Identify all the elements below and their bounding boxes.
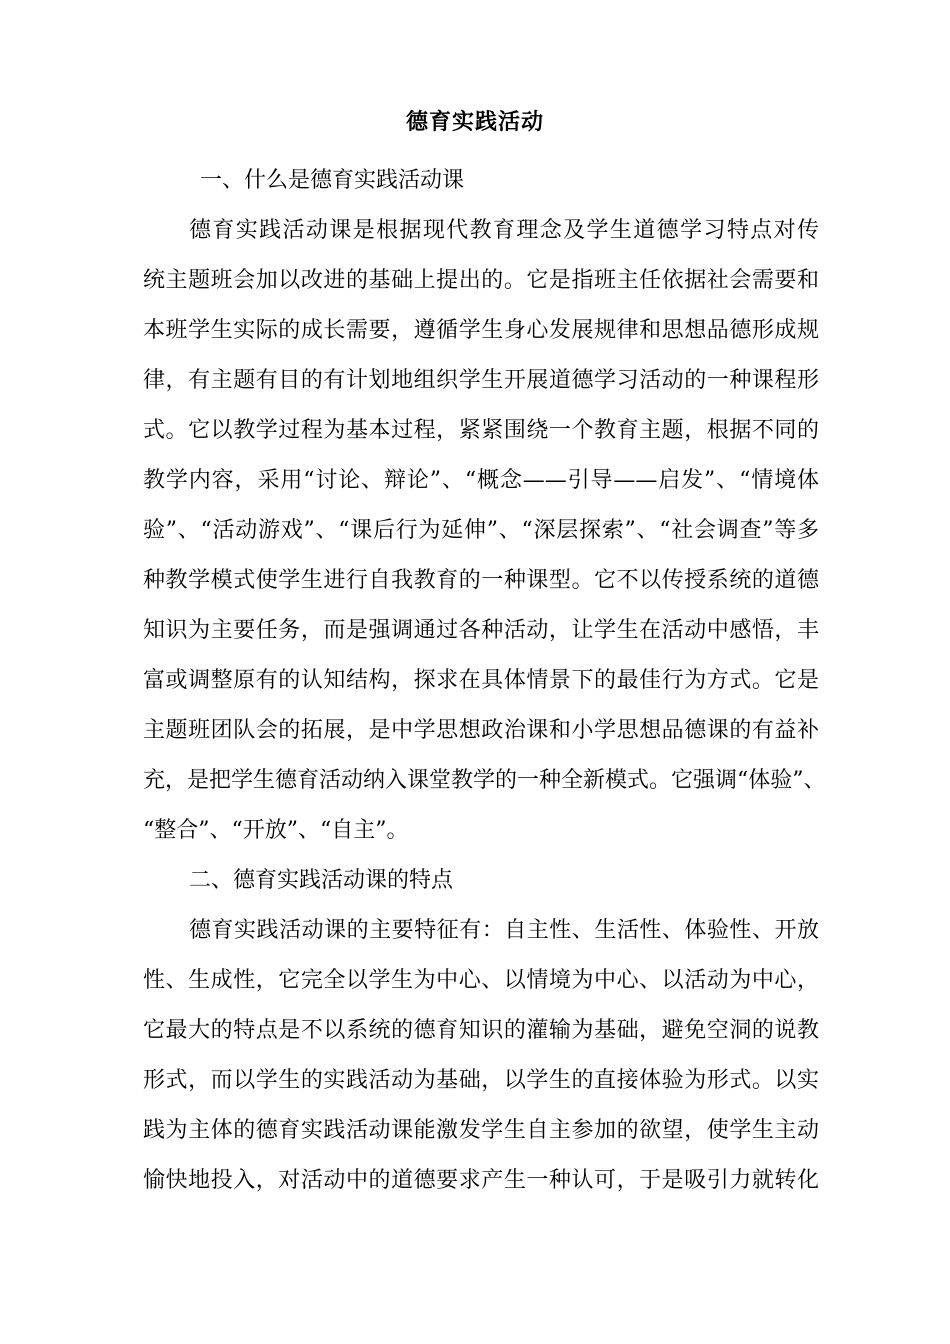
paragraph-line: 统主题班会加以改进的基础上提出的。它是指班主任依据社会需要和 <box>143 268 819 293</box>
document-body <box>143 156 826 1206</box>
paragraph-line: 形式，而以学生的实践活动为基础，以学生的直接体验为形式。以实 <box>143 1068 819 1093</box>
document-title: 德育实践活动 <box>405 109 544 135</box>
paragraph-line: 验”、“活动游戏”、“课后行为延伸”、“深层探索”、“社会调查”等多 <box>143 518 819 543</box>
paragraph-line: 性、生成性，它完全以学生为中心、以情境为中心、以活动为中心， <box>143 968 819 993</box>
paragraph-line: 教学内容，采用“讨论、辩论”、“概念——引导——启发”、“情境体 <box>143 468 819 493</box>
paragraph-line: 践为主体的德育实践活动课能激发学生自主参加的欲望，使学生主动 <box>143 1118 819 1143</box>
paragraph-line: 愉快地投入，对活动中的道德要求产生一种认可，于是吸引力就转化 <box>143 1168 819 1193</box>
paragraph-line: 德育实践活动课是根据现代教育理念及学生道德学习特点对传 <box>189 218 819 243</box>
paragraph-line: 富或调整原有的认知结构，探求在具体情景下的最佳行为方式。它是 <box>143 668 819 693</box>
section-heading-2: 二、德育实践活动课的特点 <box>189 868 454 893</box>
paragraph-line: 律，有主题有目的有计划地组织学生开展道德学习活动的一种课程形 <box>143 368 819 393</box>
paragraph-line: 充，是把学生德育活动纳入课堂教学的一种全新模式。它强调“体验”、 <box>143 768 826 793</box>
paragraph-line: 主题班团队会的拓展，是中学思想政治课和小学思想品德课的有益补 <box>143 718 819 743</box>
paragraph-line: “整合”、“开放”、“自主”。 <box>143 818 409 843</box>
section-heading-1: 一、什么是德育实践活动课 <box>200 168 465 193</box>
paragraph-line: 本班学生实际的成长需要，遵循学生身心发展规律和思想品德形成规 <box>143 318 819 343</box>
paragraph-line: 它最大的特点是不以系统的德育知识的灌输为基础，避免空洞的说教 <box>143 1018 819 1043</box>
paragraph-line: 式。它以教学过程为基本过程，紧紧围绕一个教育主题，根据不同的 <box>143 418 819 443</box>
paragraph-line: 德育实践活动课的主要特征有：自主性、生活性、体验性、开放 <box>189 918 819 943</box>
paragraph-line: 种教学模式使学生进行自我教育的一种课型。它不以传授系统的道德 <box>143 568 819 593</box>
paragraph-line: 知识为主要任务，而是强调通过各种活动，让学生在活动中感悟，丰 <box>143 618 819 643</box>
